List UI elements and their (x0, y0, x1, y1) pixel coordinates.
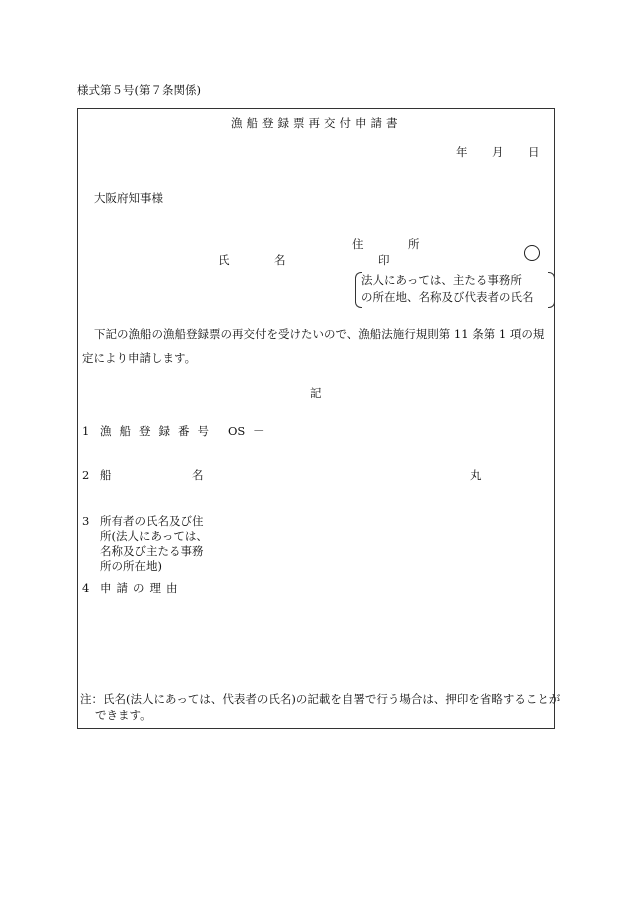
item-3-label-line-2: 所(法人にあっては、 (100, 529, 208, 543)
item-3-number: 3 (82, 514, 90, 528)
item-1-value-dash: － (253, 424, 265, 438)
ki-label: 記 (310, 386, 322, 400)
item-3-label-line-4: 所の所在地) (100, 559, 162, 573)
item-2-label-1: 船 (100, 468, 112, 482)
date-month-label: 月 (492, 145, 504, 159)
footnote: 注：氏名(法人にあっては、代表者の氏名)の記載を自署で行う場合は、押印を省略することができます。 (80, 692, 561, 722)
item-1-number: 1 (82, 424, 90, 438)
address-label-1: 住 (352, 237, 364, 251)
seal-label: 印 (378, 253, 390, 267)
item-2-label-2: 名 (192, 468, 204, 482)
item-3-label-line-3: 名称及び主たる事務 (100, 544, 204, 558)
item-3-label-line-1: 所有者の氏名及び住 (100, 514, 204, 528)
form-title: 漁船登録票再交付申請書 (231, 116, 402, 130)
form-number: 様式第５号(第７条関係) (77, 83, 201, 97)
corporate-note-line-2: の所在地、名称及び代表者の氏名 (361, 290, 534, 304)
item-4-number: 4 (82, 581, 90, 595)
right-bracket-icon (548, 272, 555, 308)
addressee: 大阪府知事様 (94, 191, 163, 205)
item-1-value-prefix: OS (228, 424, 246, 438)
address-label-2: 所 (408, 237, 420, 251)
item-2-suffix: 丸 (470, 468, 482, 482)
item-2-number: 2 (82, 468, 90, 482)
item-4-label: 申請の理由 (100, 581, 183, 595)
name-label-1: 氏 (218, 253, 230, 267)
date-year-label: 年 (456, 145, 468, 159)
corporate-note-line-1: 法人にあっては、主たる事務所 (361, 273, 522, 287)
application-body-text: 下記の漁船の漁船登録票の再交付を受けたいので、漁船法施行規則第 11 条第 1 項の規定により申請します。 (82, 327, 545, 365)
date-day-label: 日 (528, 145, 540, 159)
name-label-2: 名 (274, 253, 286, 267)
seal-circle-icon (524, 245, 540, 261)
item-1-label: 漁船登録番号 (100, 424, 217, 438)
